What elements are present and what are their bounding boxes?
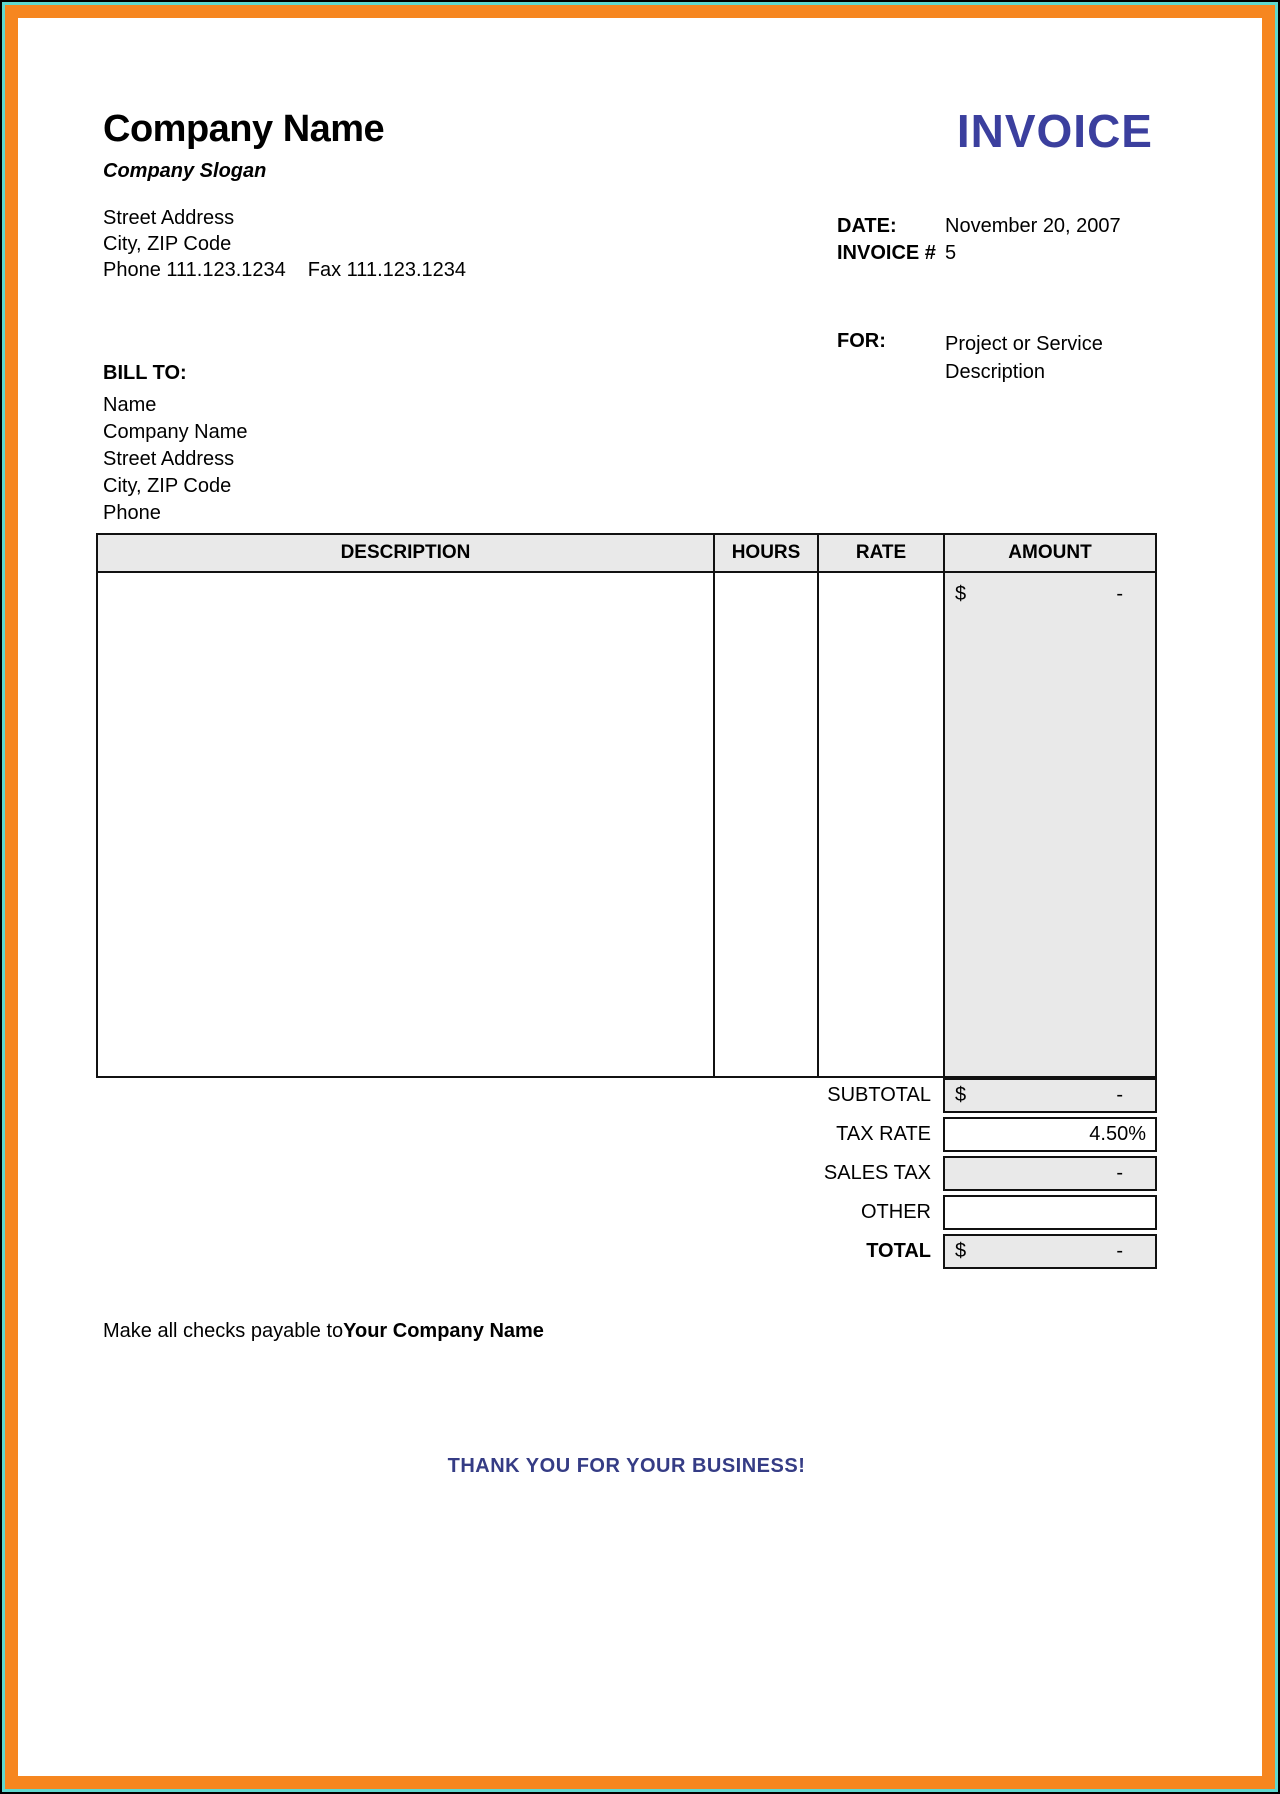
bill-to-name: Name — [103, 394, 157, 416]
company-name-heading: Company Name — [103, 108, 385, 150]
checks-payable-line — [103, 1320, 544, 1343]
checks-payable-text: Make all checks payable to — [103, 1320, 344, 1342]
sales-tax-label: SALES TAX — [823, 1162, 931, 1184]
bill-to-street: Street Address — [103, 448, 235, 470]
hours-column-cell — [713, 573, 817, 1076]
invoice-number-value: 5 — [945, 242, 957, 264]
header-hours: HOURS — [713, 535, 817, 571]
total-label: TOTAL — [866, 1240, 931, 1262]
thank-you-message: THANK YOU FOR YOUR BUSINESS! — [447, 1455, 806, 1477]
bill-to-company: Company Name — [103, 421, 248, 443]
other-label: OTHER — [861, 1201, 931, 1223]
amount-empty-value: - — [1116, 583, 1123, 605]
subtotal-value-box — [943, 1078, 1157, 1113]
total-value-box — [943, 1234, 1157, 1269]
header-description: DESCRIPTION — [340, 542, 471, 563]
subtotal-currency: $ — [955, 1084, 967, 1106]
invoice-number-label: INVOICE # — [837, 242, 936, 264]
total-currency: $ — [955, 1240, 967, 1262]
date-label: DATE: — [837, 215, 897, 237]
bill-to-phone: Phone — [103, 502, 161, 524]
subtotal-value: - — [1116, 1084, 1123, 1106]
for-value: Project or Service Description — [945, 333, 1103, 383]
company-phone-fax — [103, 257, 466, 283]
for-label: FOR: — [837, 330, 886, 352]
company-street: Street Address — [103, 207, 235, 229]
invoice-page — [18, 18, 1262, 1776]
page-orange-frame — [5, 5, 1275, 1789]
sales-tax-value-box — [943, 1156, 1157, 1191]
rate-column-cell — [817, 573, 943, 1076]
amount-currency-symbol: $ — [955, 583, 967, 605]
company-fax: Fax 111.123.1234 — [307, 259, 467, 281]
total-value: - — [1116, 1240, 1123, 1262]
tax-rate-value-box — [943, 1117, 1157, 1152]
checks-payee-name: Your Company Name — [343, 1320, 544, 1342]
bill-to-label: BILL TO: — [103, 362, 187, 384]
tax-rate-label: TAX RATE — [836, 1123, 931, 1145]
bill-to-city-zip: City, ZIP Code — [103, 475, 232, 497]
items-table-header — [96, 533, 1157, 573]
header-rate: RATE — [817, 535, 943, 571]
other-value-box — [943, 1195, 1157, 1230]
company-city-zip: City, ZIP Code — [103, 233, 232, 255]
items-table-body — [96, 573, 1157, 1078]
description-column-cell — [98, 573, 713, 1076]
company-slogan: Company Slogan — [103, 160, 267, 182]
amount-column-cell — [943, 573, 1155, 1076]
invoice-title: INVOICE — [956, 105, 1153, 157]
page-teal-frame — [2, 2, 1278, 1792]
subtotal-label: SUBTOTAL — [827, 1084, 931, 1106]
company-phone: Phone 111.123.1234 — [103, 259, 286, 281]
header-amount: AMOUNT — [943, 535, 1155, 571]
sales-tax-value: - — [1116, 1162, 1123, 1184]
bill-to-block — [103, 392, 248, 527]
date-value: November 20, 2007 — [945, 215, 1121, 237]
company-address-block — [103, 205, 466, 283]
tax-rate-value: 4.50% — [1089, 1123, 1146, 1145]
